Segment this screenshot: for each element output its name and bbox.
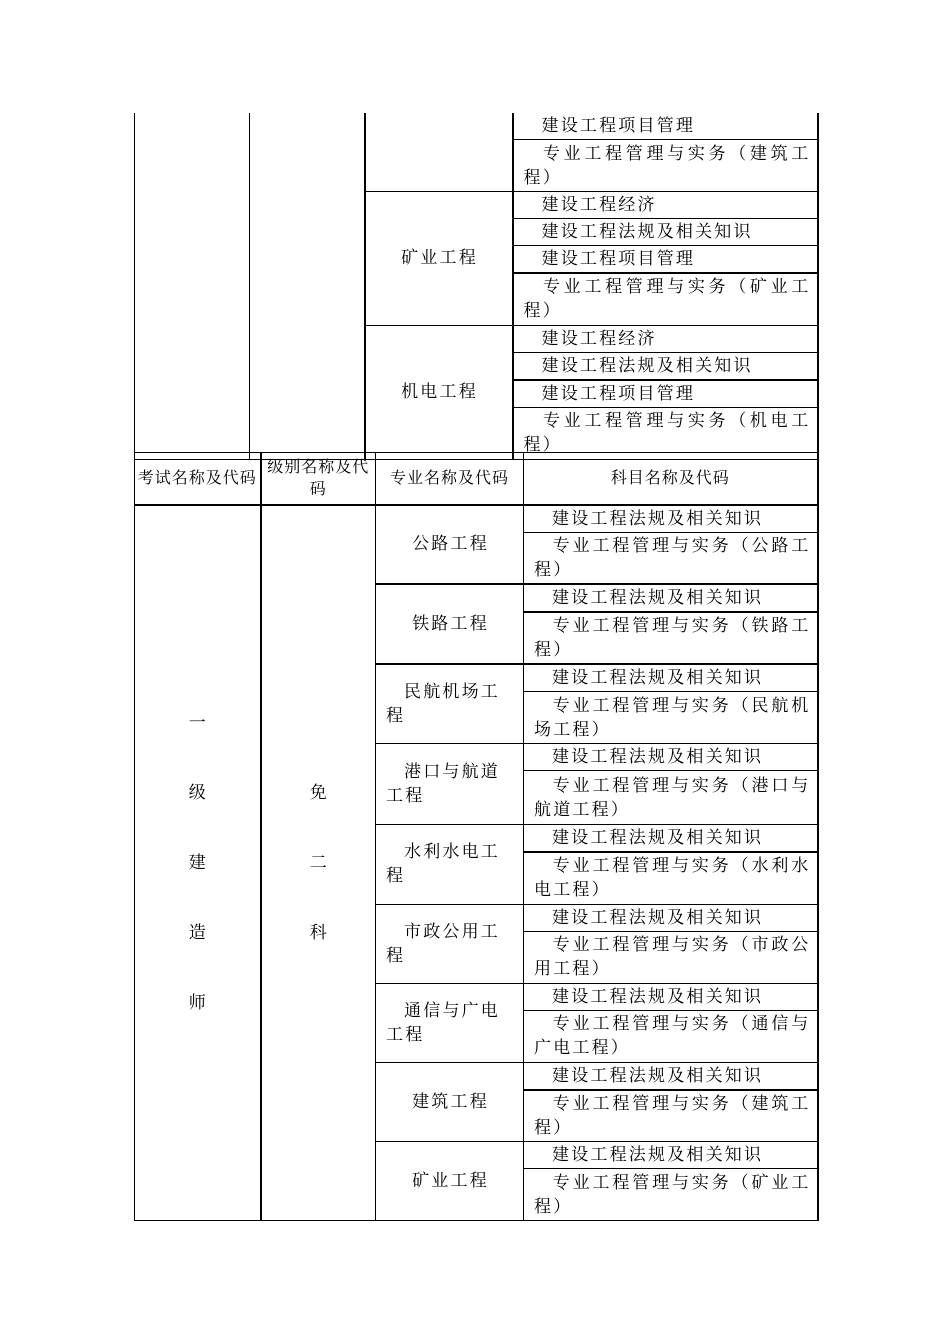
- bottom-table: [134, 452, 819, 1221]
- major-cell: [376, 505, 524, 585]
- subject-cell: [524, 904, 818, 931]
- subject-cell: [524, 612, 818, 664]
- subject-cell: [524, 692, 818, 744]
- exam-char: 造: [188, 922, 206, 943]
- major-cell: [376, 664, 524, 744]
- exam-cell-blank: [135, 113, 250, 459]
- subject-cell: [513, 246, 818, 274]
- header-level-text: 级别名称及代码: [267, 457, 370, 499]
- subject-cell: [513, 352, 818, 380]
- major-cell: [376, 904, 524, 983]
- major-text: 铁路工程: [412, 614, 489, 634]
- subject-cell: [513, 219, 818, 246]
- header-level: [261, 453, 376, 505]
- header-exam-text: 考试名称及代码: [137, 468, 257, 488]
- subject-text: 专业工程管理与实务（市政公用工程）: [534, 935, 811, 979]
- subject-text: 建设工程法规及相关知识: [552, 1065, 764, 1086]
- subject-cell: [524, 1010, 818, 1062]
- major-cell: [376, 1062, 524, 1142]
- header-subject: [524, 453, 818, 505]
- subject-cell: [524, 1090, 818, 1142]
- level-char: 二: [309, 852, 327, 873]
- level-name-cell: [261, 505, 376, 1221]
- major-text: 矿业工程: [401, 248, 478, 269]
- subject-text: 专业工程管理与实务（机电工程）: [523, 411, 811, 455]
- subject-text: 建设工程经济: [541, 328, 657, 349]
- major-text: 市政公用工程: [386, 921, 500, 966]
- header-major: [376, 453, 524, 505]
- subject-cell: [513, 192, 818, 219]
- subject-cell: [524, 584, 818, 612]
- major-cell: [376, 825, 524, 905]
- subject-text: 建设工程法规及相关知识: [552, 1145, 764, 1165]
- major-cell: [376, 983, 524, 1062]
- subject-cell: [524, 931, 818, 983]
- major-text: 水利水电工程: [386, 842, 500, 887]
- subject-text: 建设工程项目管理: [541, 383, 696, 404]
- subject-text: 建设工程法规及相关知识: [552, 986, 764, 1007]
- subject-cell: [513, 380, 818, 408]
- major-text: 机电工程: [401, 382, 478, 402]
- subject-text: 建设工程法规及相关知识: [541, 355, 753, 376]
- subject-text: 建设工程经济: [541, 195, 657, 215]
- subject-text: 建设工程法规及相关知识: [552, 907, 764, 928]
- top-table: [134, 113, 819, 460]
- subject-text: 建设工程法规及相关知识: [552, 747, 764, 767]
- subject-text: 建设工程法规及相关知识: [552, 828, 764, 848]
- subject-cell: [524, 1062, 818, 1090]
- major-text: 建筑工程: [412, 1091, 489, 1112]
- header-subject-text: 科目名称及代码: [610, 468, 730, 488]
- major-text: 通信与广电工程: [386, 1000, 500, 1045]
- major-cell-blank: [365, 113, 513, 192]
- level-char: 免: [309, 782, 327, 803]
- subject-text: 建设工程法规及相关知识: [552, 588, 764, 608]
- subject-cell: [524, 771, 818, 825]
- subject-text: 专业工程管理与实务（通信与广电工程）: [534, 1014, 811, 1058]
- exam-char: 师: [188, 992, 206, 1013]
- subject-text: 专业工程管理与实务（公路工程）: [534, 535, 811, 580]
- subject-cell: [524, 825, 818, 853]
- subject-text: 专业工程管理与实务（建筑工程）: [534, 1093, 811, 1138]
- subject-text: 专业工程管理与实务（铁路工程）: [534, 616, 811, 660]
- header-exam: [135, 453, 261, 505]
- level-char: 科: [309, 922, 327, 943]
- major-cell: [376, 1142, 524, 1221]
- major-text: 矿业工程: [412, 1171, 489, 1191]
- subject-text: 专业工程管理与实务（建筑工程）: [523, 143, 811, 188]
- exam-char: 一: [188, 712, 206, 733]
- subject-text: 专业工程管理与实务（水利水电工程）: [534, 856, 811, 901]
- major-text: 港口与航道工程: [386, 762, 500, 806]
- level-cell-blank: [250, 113, 365, 459]
- subject-cell: [524, 532, 818, 584]
- subject-cell: [524, 744, 818, 771]
- major-cell: [376, 584, 524, 664]
- subject-text: 建设工程法规及相关知识: [541, 222, 753, 242]
- major-text: 公路工程: [412, 534, 489, 555]
- major-cell: [365, 192, 513, 326]
- exam-name-cell: [135, 505, 261, 1221]
- major-text: 民航机场工程: [386, 682, 500, 726]
- subject-text: 建设工程项目管理: [541, 249, 696, 269]
- exam-char: 级: [188, 782, 206, 803]
- subject-cell: [524, 852, 818, 904]
- header-major-text: 专业名称及代码: [389, 468, 509, 488]
- subject-text: 建设工程法规及相关知识: [552, 508, 764, 529]
- subject-text: 建设工程项目管理: [541, 116, 696, 136]
- major-cell: [365, 325, 513, 459]
- subject-cell: [524, 983, 818, 1010]
- subject-cell: [513, 325, 818, 352]
- subject-cell: [524, 664, 818, 692]
- subject-cell: [513, 273, 818, 325]
- subject-text: 专业工程管理与实务（港口与航道工程）: [534, 775, 811, 820]
- subject-cell: [513, 113, 818, 140]
- subject-text: 专业工程管理与实务（矿业工程）: [534, 1172, 811, 1217]
- subject-text: 专业工程管理与实务（民航机场工程）: [534, 695, 811, 740]
- subject-text: 建设工程法规及相关知识: [552, 668, 764, 688]
- subject-cell: [524, 505, 818, 533]
- subject-text: 专业工程管理与实务（矿业工程）: [523, 277, 811, 322]
- major-cell: [376, 744, 524, 825]
- subject-cell: [513, 140, 818, 192]
- subject-cell: [524, 1169, 818, 1221]
- exam-char: 建: [188, 852, 206, 873]
- subject-cell: [524, 1142, 818, 1169]
